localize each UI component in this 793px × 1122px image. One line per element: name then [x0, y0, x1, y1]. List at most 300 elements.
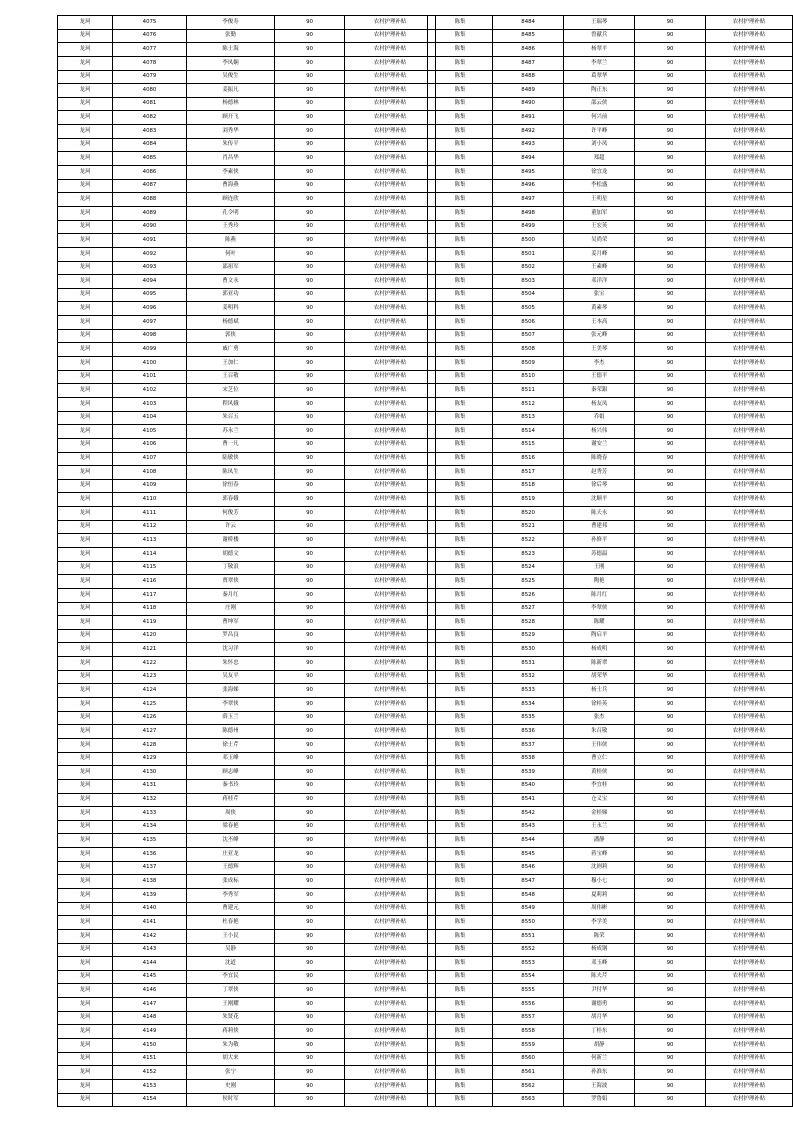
- region-cell: 龙珂: [58, 575, 113, 589]
- region-cell: 龙珂: [58, 479, 113, 493]
- serial-number-cell: 4140: [113, 902, 187, 916]
- region-cell: 龙珂: [58, 848, 113, 862]
- amount-cell: 90: [275, 275, 345, 289]
- table-row: [58, 670, 436, 684]
- table-row: [58, 1011, 436, 1025]
- amount-cell: 90: [635, 56, 706, 70]
- subsidy-type-cell: 农村护理补贴: [705, 247, 792, 261]
- region-cell: 龙珂: [58, 916, 113, 930]
- subsidy-type-cell: 农村护理补贴: [705, 220, 792, 234]
- amount-cell: 90: [635, 616, 706, 630]
- serial-number-cell: 4143: [113, 943, 187, 957]
- region-cell: 龙珂: [58, 493, 113, 507]
- serial-number-cell: 4150: [113, 1039, 187, 1053]
- table-row: [58, 493, 436, 507]
- serial-number-cell: 4109: [113, 479, 187, 493]
- table-row: [428, 520, 793, 534]
- amount-cell: 90: [635, 411, 706, 425]
- subsidy-type-cell: 农村护理补贴: [705, 111, 792, 125]
- amount-cell: 90: [275, 602, 345, 616]
- name-cell: 沈丕峰: [187, 834, 275, 848]
- region-cell: 龙珂: [58, 793, 113, 807]
- amount-cell: 90: [275, 466, 345, 480]
- table-row: [428, 316, 793, 330]
- subsidy-type-cell: 农村护理补贴: [345, 1093, 436, 1107]
- name-cell: 王秀玲: [187, 220, 275, 234]
- serial-number-cell: 4114: [113, 547, 187, 561]
- subsidy-type-cell: 农村护理补贴: [705, 861, 792, 875]
- name-cell: 邓玉峰: [564, 957, 635, 971]
- amount-cell: 90: [635, 425, 706, 439]
- region-cell: 陈集: [428, 138, 493, 152]
- subsidy-type-cell: 农村护理补贴: [345, 861, 436, 875]
- amount-cell: 90: [275, 575, 345, 589]
- subsidy-type-cell: 农村护理补贴: [345, 807, 436, 821]
- subsidy-type-cell: 农村护理补贴: [705, 70, 792, 84]
- name-cell: 郭侠: [187, 329, 275, 343]
- subsidy-type-cell: 农村护理补贴: [705, 588, 792, 602]
- name-cell: 宋芝位: [187, 384, 275, 398]
- amount-cell: 90: [275, 534, 345, 548]
- serial-number-cell: 4106: [113, 438, 187, 452]
- amount-cell: 90: [275, 166, 345, 180]
- amount-cell: 90: [635, 493, 706, 507]
- region-cell: 陈集: [428, 1052, 493, 1066]
- serial-number-cell: 4147: [113, 998, 187, 1012]
- table-row: [58, 1066, 436, 1080]
- table-row: [428, 493, 793, 507]
- name-cell: 蒋桂芹: [187, 793, 275, 807]
- serial-number-cell: 4145: [113, 970, 187, 984]
- amount-cell: 90: [275, 520, 345, 534]
- subsidy-type-cell: 农村护理补贴: [345, 370, 436, 384]
- subsidy-type-cell: 农村护理补贴: [705, 138, 792, 152]
- amount-cell: 90: [275, 1039, 345, 1053]
- table-row: [428, 261, 793, 275]
- region-cell: 龙珂: [58, 588, 113, 602]
- subsidy-type-cell: 农村护理补贴: [345, 957, 436, 971]
- region-cell: 陈集: [428, 343, 493, 357]
- subsidy-type-cell: 农村护理补贴: [705, 629, 792, 643]
- table-row: [428, 547, 793, 561]
- amount-cell: 90: [635, 957, 706, 971]
- name-cell: 庄亚龙: [187, 848, 275, 862]
- table-row: [58, 575, 436, 589]
- serial-number-cell: 8549: [493, 902, 564, 916]
- subsidy-type-cell: 农村护理补贴: [345, 629, 436, 643]
- region-cell: 龙珂: [58, 820, 113, 834]
- region-cell: 龙珂: [58, 152, 113, 166]
- region-cell: 龙珂: [58, 561, 113, 575]
- serial-number-cell: 8555: [493, 984, 564, 998]
- serial-number-cell: 4137: [113, 861, 187, 875]
- table-row: [58, 766, 436, 780]
- serial-number-cell: 4094: [113, 275, 187, 289]
- region-cell: 陈集: [428, 384, 493, 398]
- amount-cell: 90: [635, 970, 706, 984]
- subsidy-type-cell: 农村护理补贴: [705, 1093, 792, 1107]
- name-cell: 丁桂东: [564, 1025, 635, 1039]
- name-cell: 沈则莉: [564, 861, 635, 875]
- amount-cell: 90: [635, 179, 706, 193]
- subsidy-type-cell: 农村护理补贴: [705, 779, 792, 793]
- region-cell: 龙珂: [58, 288, 113, 302]
- name-cell: 郑超: [564, 152, 635, 166]
- serial-number-cell: 4116: [113, 575, 187, 589]
- subsidy-type-cell: 农村护理补贴: [705, 493, 792, 507]
- name-cell: 乔娟: [564, 411, 635, 425]
- name-cell: 胡德文: [187, 547, 275, 561]
- table-row: [428, 834, 793, 848]
- amount-cell: 90: [275, 507, 345, 521]
- region-cell: 龙珂: [58, 629, 113, 643]
- subsidy-type-cell: 农村护理补贴: [705, 261, 792, 275]
- name-cell: 陈晓春: [564, 452, 635, 466]
- amount-cell: 90: [635, 902, 706, 916]
- region-cell: 陈集: [428, 329, 493, 343]
- region-cell: 龙珂: [58, 70, 113, 84]
- region-cell: 陈集: [428, 316, 493, 330]
- region-cell: 陈集: [428, 275, 493, 289]
- amount-cell: 90: [275, 479, 345, 493]
- table-row: [428, 848, 793, 862]
- region-cell: 龙珂: [58, 998, 113, 1012]
- name-cell: 李学美: [564, 916, 635, 930]
- serial-number-cell: 8521: [493, 520, 564, 534]
- subsidy-type-cell: 农村护理补贴: [705, 43, 792, 57]
- subsidy-type-cell: 农村护理补贴: [705, 670, 792, 684]
- region-cell: 陈集: [428, 752, 493, 766]
- amount-cell: 90: [275, 738, 345, 752]
- table-row: [428, 479, 793, 493]
- region-cell: 龙珂: [58, 425, 113, 439]
- serial-number-cell: 4115: [113, 561, 187, 575]
- table-row: [428, 929, 793, 943]
- serial-number-cell: 8551: [493, 929, 564, 943]
- serial-number-cell: 4121: [113, 643, 187, 657]
- amount-cell: 90: [275, 316, 345, 330]
- region-cell: 龙珂: [58, 111, 113, 125]
- name-cell: 许平峰: [564, 125, 635, 139]
- serial-number-cell: 4129: [113, 752, 187, 766]
- subsidy-type-cell: 农村护理补贴: [705, 848, 792, 862]
- region-cell: 陈集: [428, 602, 493, 616]
- subsidy-type-cell: 农村护理补贴: [705, 97, 792, 111]
- serial-number-cell: 8554: [493, 970, 564, 984]
- amount-cell: 90: [275, 793, 345, 807]
- serial-number-cell: 4148: [113, 1011, 187, 1025]
- subsidy-type-cell: 农村护理补贴: [345, 752, 436, 766]
- region-cell: 陈集: [428, 234, 493, 248]
- table-row: [58, 534, 436, 548]
- name-cell: 秦书玲: [187, 779, 275, 793]
- region-cell: 陈集: [428, 957, 493, 971]
- table-row: [58, 357, 436, 371]
- region-cell: 龙珂: [58, 206, 113, 220]
- region-cell: 陈集: [428, 670, 493, 684]
- region-cell: 陈集: [428, 998, 493, 1012]
- subsidy-type-cell: 农村护理补贴: [345, 616, 436, 630]
- region-cell: 陈集: [428, 889, 493, 903]
- serial-number-cell: 8559: [493, 1039, 564, 1053]
- name-cell: 陈荣: [564, 929, 635, 943]
- amount-cell: 90: [635, 507, 706, 521]
- region-cell: 龙珂: [58, 302, 113, 316]
- serial-number-cell: 4104: [113, 411, 187, 425]
- subsidy-type-cell: 农村护理补贴: [705, 698, 792, 712]
- name-cell: 秦月红: [187, 588, 275, 602]
- table-row: [428, 670, 793, 684]
- subsidy-type-cell: 农村护理补贴: [705, 602, 792, 616]
- table-row: [428, 111, 793, 125]
- name-cell: 曹立仁: [564, 752, 635, 766]
- table-row: [58, 929, 436, 943]
- table-row: [58, 452, 436, 466]
- serial-number-cell: 4077: [113, 43, 187, 57]
- name-cell: 苏永兰: [187, 425, 275, 439]
- subsidy-type-cell: 农村护理补贴: [705, 643, 792, 657]
- name-cell: 杨成明: [564, 643, 635, 657]
- serial-number-cell: 4118: [113, 602, 187, 616]
- table-row: [58, 588, 436, 602]
- table-row: [428, 507, 793, 521]
- region-cell: 陈集: [428, 916, 493, 930]
- table-row: [428, 357, 793, 371]
- table-row: [58, 384, 436, 398]
- name-cell: 徐恒春: [187, 479, 275, 493]
- amount-cell: 90: [635, 43, 706, 57]
- name-cell: 黄桂侠: [564, 766, 635, 780]
- name-cell: 何新兰: [564, 1052, 635, 1066]
- amount-cell: 90: [275, 957, 345, 971]
- name-cell: 孙修平: [564, 534, 635, 548]
- region-cell: 龙珂: [58, 316, 113, 330]
- amount-cell: 90: [275, 766, 345, 780]
- name-cell: 王宏英: [564, 220, 635, 234]
- serial-number-cell: 4089: [113, 206, 187, 220]
- name-cell: 姜明科: [187, 302, 275, 316]
- amount-cell: 90: [275, 861, 345, 875]
- serial-number-cell: 8498: [493, 206, 564, 220]
- amount-cell: 90: [635, 302, 706, 316]
- subsidy-type-cell: 农村护理补贴: [345, 820, 436, 834]
- name-cell: 李凤娴: [187, 56, 275, 70]
- table-row: [428, 725, 793, 739]
- amount-cell: 90: [635, 670, 706, 684]
- subsidy-type-cell: 农村护理补贴: [345, 1052, 436, 1066]
- region-cell: 龙珂: [58, 984, 113, 998]
- amount-cell: 90: [275, 125, 345, 139]
- serial-number-cell: 8511: [493, 384, 564, 398]
- table-row: [58, 152, 436, 166]
- name-cell: 李俊寿: [187, 16, 275, 30]
- subsidy-type-cell: 农村护理补贴: [705, 547, 792, 561]
- name-cell: 姜月峰: [564, 247, 635, 261]
- amount-cell: 90: [635, 807, 706, 821]
- name-cell: 邓玉峰: [187, 752, 275, 766]
- serial-number-cell: 8508: [493, 343, 564, 357]
- subsidy-type-cell: 农村护理补贴: [345, 466, 436, 480]
- subsidy-type-cell: 农村护理补贴: [705, 916, 792, 930]
- table-row: [428, 1052, 793, 1066]
- region-cell: 龙珂: [58, 1052, 113, 1066]
- subsidy-type-cell: 农村护理补贴: [345, 452, 436, 466]
- amount-cell: 90: [635, 206, 706, 220]
- name-cell: 孙淮东: [564, 1066, 635, 1080]
- subsidy-type-cell: 农村护理补贴: [705, 166, 792, 180]
- amount-cell: 90: [275, 725, 345, 739]
- name-cell: 金桂娣: [564, 807, 635, 821]
- serial-number-cell: 8507: [493, 329, 564, 343]
- name-cell: 沈道: [187, 957, 275, 971]
- serial-number-cell: 4097: [113, 316, 187, 330]
- amount-cell: 90: [275, 711, 345, 725]
- region-cell: 陈集: [428, 779, 493, 793]
- serial-number-cell: 4153: [113, 1079, 187, 1093]
- region-cell: 龙珂: [58, 438, 113, 452]
- subsidy-type-cell: 农村护理补贴: [345, 943, 436, 957]
- amount-cell: 90: [635, 275, 706, 289]
- serial-number-cell: 4087: [113, 179, 187, 193]
- serial-number-cell: 8525: [493, 575, 564, 589]
- table-row: [58, 166, 436, 180]
- subsidy-type-cell: 农村护理补贴: [345, 206, 436, 220]
- subsidy-type-cell: 农村护理补贴: [345, 793, 436, 807]
- serial-number-cell: 4122: [113, 657, 187, 671]
- region-cell: 龙珂: [58, 97, 113, 111]
- region-cell: 陈集: [428, 43, 493, 57]
- subsidy-type-cell: 农村护理补贴: [345, 179, 436, 193]
- table-row: [428, 16, 793, 30]
- subsidy-type-cell: 农村护理补贴: [705, 1066, 792, 1080]
- amount-cell: 90: [275, 616, 345, 630]
- amount-cell: 90: [635, 875, 706, 889]
- name-cell: 王伟侠: [564, 738, 635, 752]
- region-cell: 龙珂: [58, 384, 113, 398]
- region-cell: 陈集: [428, 534, 493, 548]
- amount-cell: 90: [275, 848, 345, 862]
- amount-cell: 90: [275, 138, 345, 152]
- region-cell: 龙珂: [58, 179, 113, 193]
- table-row: [428, 56, 793, 70]
- serial-number-cell: 8562: [493, 1079, 564, 1093]
- name-cell: 何俊芳: [187, 507, 275, 521]
- name-cell: 穆小七: [564, 875, 635, 889]
- region-cell: 陈集: [428, 125, 493, 139]
- serial-number-cell: 8513: [493, 411, 564, 425]
- serial-number-cell: 8550: [493, 916, 564, 930]
- serial-number-cell: 8528: [493, 616, 564, 630]
- amount-cell: 90: [635, 575, 706, 589]
- serial-number-cell: 4081: [113, 97, 187, 111]
- region-cell: 陈集: [428, 547, 493, 561]
- serial-number-cell: 4112: [113, 520, 187, 534]
- name-cell: 徐宜龙: [564, 166, 635, 180]
- name-cell: 胡荣华: [564, 670, 635, 684]
- name-cell: 张成标: [187, 875, 275, 889]
- table-row: [428, 125, 793, 139]
- name-cell: 仓义宝: [564, 793, 635, 807]
- region-cell: 陈集: [428, 820, 493, 834]
- serial-number-cell: 8543: [493, 820, 564, 834]
- serial-number-cell: 4107: [113, 452, 187, 466]
- table-row: [428, 752, 793, 766]
- subsidy-type-cell: 农村护理补贴: [705, 998, 792, 1012]
- subsidy-type-cell: 农村护理补贴: [345, 125, 436, 139]
- table-row: [58, 288, 436, 302]
- amount-cell: 90: [635, 984, 706, 998]
- region-cell: 陈集: [428, 302, 493, 316]
- amount-cell: 90: [275, 261, 345, 275]
- name-cell: 沈习洋: [187, 643, 275, 657]
- region-cell: 龙珂: [58, 725, 113, 739]
- subsidy-type-cell: 农村护理补贴: [345, 1025, 436, 1039]
- serial-number-cell: 4144: [113, 957, 187, 971]
- amount-cell: 90: [275, 998, 345, 1012]
- region-cell: 陈集: [428, 84, 493, 98]
- table-row: [58, 1039, 436, 1053]
- table-row: [58, 807, 436, 821]
- amount-cell: 90: [275, 220, 345, 234]
- name-cell: 李翠侠: [564, 602, 635, 616]
- name-cell: 胡大来: [187, 1052, 275, 1066]
- table-row: [58, 861, 436, 875]
- region-cell: 陈集: [428, 16, 493, 30]
- region-cell: 龙珂: [58, 125, 113, 139]
- table-row: [428, 970, 793, 984]
- serial-number-cell: 8509: [493, 357, 564, 371]
- amount-cell: 90: [275, 425, 345, 439]
- subsidy-type-cell: 农村护理补贴: [705, 807, 792, 821]
- name-cell: 胡静: [564, 1039, 635, 1053]
- name-cell: 侯时军: [187, 1093, 275, 1107]
- subsidy-type-cell: 农村护理补贴: [705, 425, 792, 439]
- subsidy-type-cell: 农村护理补贴: [705, 507, 792, 521]
- serial-number-cell: 8504: [493, 288, 564, 302]
- table-row: [58, 602, 436, 616]
- name-cell: 陶正东: [564, 84, 635, 98]
- region-cell: 陈集: [428, 425, 493, 439]
- region-cell: 陈集: [428, 479, 493, 493]
- serial-number-cell: 8491: [493, 111, 564, 125]
- table-row: [58, 370, 436, 384]
- serial-number-cell: 4095: [113, 288, 187, 302]
- serial-number-cell: 8502: [493, 261, 564, 275]
- serial-number-cell: 8560: [493, 1052, 564, 1066]
- table-row: [58, 329, 436, 343]
- table-row: [58, 889, 436, 903]
- table-row: [428, 657, 793, 671]
- region-cell: 陈集: [428, 588, 493, 602]
- serial-number-cell: 8552: [493, 943, 564, 957]
- name-cell: 沈顺平: [564, 493, 635, 507]
- table-row: [58, 629, 436, 643]
- serial-number-cell: 8522: [493, 534, 564, 548]
- table-row: [428, 288, 793, 302]
- region-cell: 陈集: [428, 848, 493, 862]
- serial-number-cell: 8497: [493, 193, 564, 207]
- name-cell: 丁敬浪: [187, 561, 275, 575]
- region-cell: 龙珂: [58, 220, 113, 234]
- subsidy-type-cell: 农村护理补贴: [705, 752, 792, 766]
- name-cell: 陈夫芹: [564, 970, 635, 984]
- table-row: [428, 738, 793, 752]
- name-cell: 程风娥: [187, 397, 275, 411]
- subsidy-type-cell: 农村护理补贴: [705, 179, 792, 193]
- name-cell: 王瑞琴: [564, 16, 635, 30]
- serial-number-cell: 8532: [493, 670, 564, 684]
- table-row: [428, 984, 793, 998]
